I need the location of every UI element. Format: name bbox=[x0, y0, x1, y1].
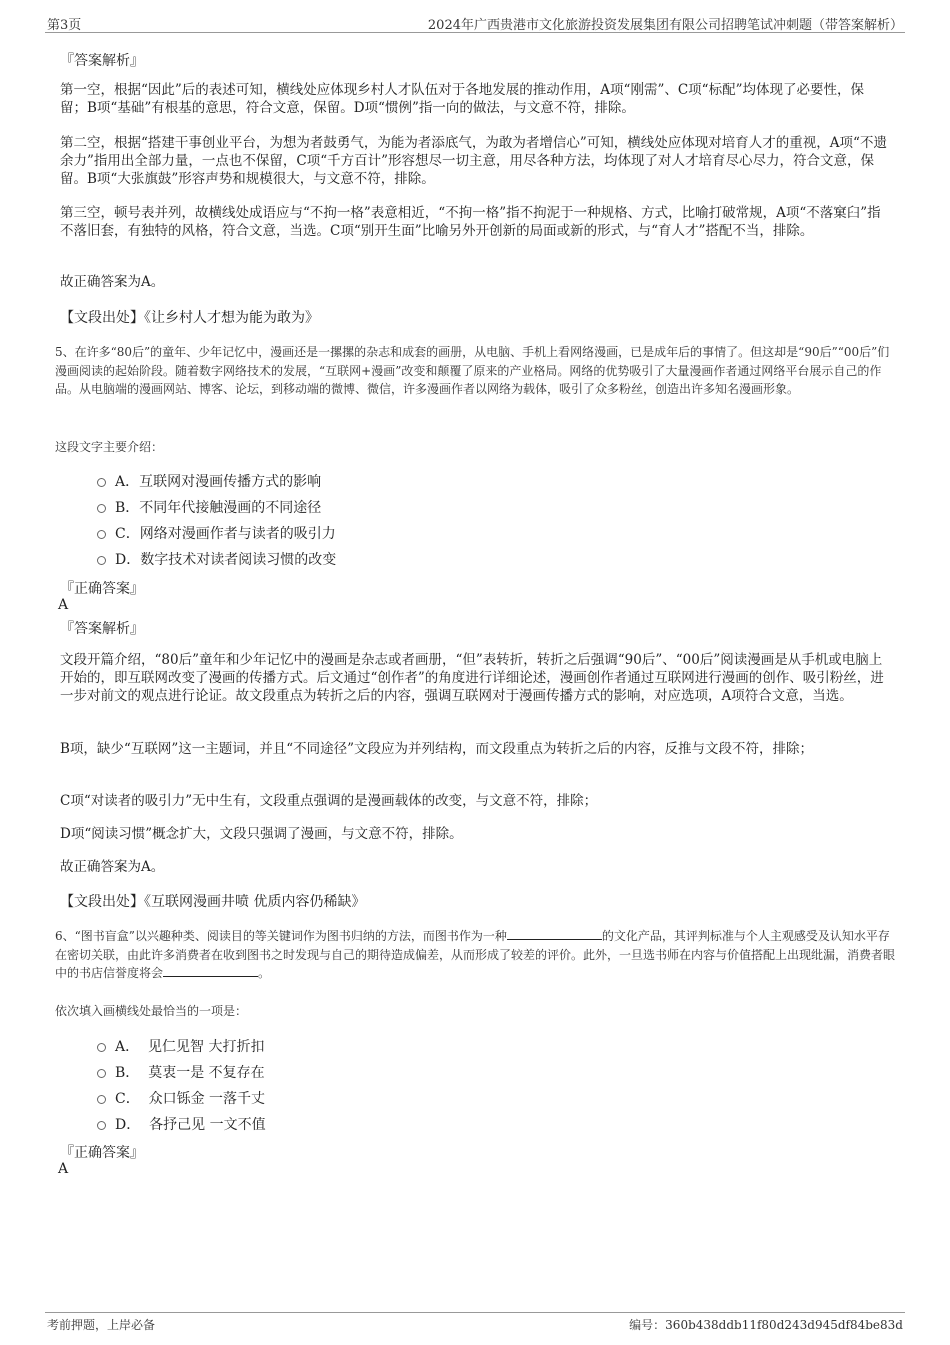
q4-conclusion: 故正确答案为A。 bbox=[60, 274, 165, 290]
q6-option-b[interactable]: B． 莫衷一是 不复存在 bbox=[97, 1062, 265, 1082]
q6-option-c[interactable]: C． 众口铄金 一落千丈 bbox=[97, 1088, 265, 1108]
radio-icon[interactable] bbox=[97, 1043, 106, 1052]
q4-analysis-label: 『答案解析』 bbox=[60, 53, 144, 69]
radio-icon[interactable] bbox=[97, 556, 106, 565]
q4-analysis-paragraph: 第三空，顿号表并列，故横线处成语应与“不拘一格”表意相近，“不拘一格”指不拘泥于一种规格、方式，比喻打破常规，A项“不落窠臼”指不落旧套，有独特的风格，符合文意，当选。C项“别开生面”比喻另外开创新的局面或新的形式，与“育人才”搭配不当，排除。 bbox=[60, 205, 881, 239]
q5-source: 【文段出处】《互联网漫画井喷 优质内容仍稀缺》 bbox=[60, 894, 366, 910]
page-footer bbox=[45, 1312, 905, 1335]
q6-answer-label: 『正确答案』 bbox=[60, 1145, 144, 1161]
page-header bbox=[45, 12, 905, 33]
q6-answer: A bbox=[58, 1161, 69, 1177]
q4-analysis-paragraph: 第一空，根据“因此”后的表述可知，横线处应体现乡村人才队伍对于各地发展的推动作用，A项“刚需”、C项“标配”均体现了必要性，保留；B项“基础”有根基的意思，符合文意，保留。D项“惯例”指一向的做法，与文意不符，排除。 bbox=[60, 82, 864, 116]
q5-analysis-paragraph: D项“阅读习惯”概念扩大，文段只强调了漫画，与文意不符，排除。 bbox=[60, 826, 463, 842]
q5-option-c[interactable]: C．网络对漫画作者与读者的吸引力 bbox=[97, 523, 336, 543]
q5-answer: A bbox=[58, 597, 69, 613]
radio-icon[interactable] bbox=[97, 1095, 106, 1104]
q6-question-text: 6、“图书盲盒”以兴趣种类、阅读目的等关键词作为图书归纳的方法，而图书作为一种 的文化产品，其评判标准与个人主观感受及认知水平存在密切关联，由此许多消费者在收到图书之时发现与自己的期待造成偏差，从而形成了较差的评价。此外，一旦选书师在内容与价值搭配上出现纰漏，消费者眼中的书店信誉度将会 。 bbox=[55, 929, 896, 980]
q6-option-a[interactable]: A． 见仁见智 大打折扣 bbox=[97, 1036, 264, 1056]
q5-conclusion: 故正确答案为A。 bbox=[60, 859, 165, 875]
q5-prompt: 这段文字主要介绍： bbox=[55, 440, 164, 454]
q4-analysis-paragraph: 第二空，根据“搭建干事创业平台，为想为者鼓勇气，为能为者添底气，为敢为者增信心”可知，横线处应体现对培育人才的重视，A项“不遗余力”指用出全部力量，一点也不保留，C项“千方百计”形容想尽一切主意，用尽各种方法，均体现了对人才培育尽心尽力，符合文意，保留。B项“大张旗鼓”形容声势和规模很大，与文意不符，排除。 bbox=[60, 135, 887, 187]
q5-analysis-paragraph: C项“对读者的吸引力”无中生有，文段重点强调的是漫画载体的改变，与文意不符，排除； bbox=[60, 793, 598, 809]
document-title: 2024年广西贵港市文化旅游投资发展集团有限公司招聘笔试冲刺题（带答案解析） bbox=[427, 18, 903, 33]
radio-icon[interactable] bbox=[97, 478, 106, 487]
q5-option-d[interactable]: D．数字技术对读者阅读习惯的改变 bbox=[97, 549, 336, 569]
q5-question-text: 5、在许多“80后”的童年、少年记忆中，漫画还是一摞摞的杂志和成套的画册，从电脑、手机上看网络漫画，已是成年后的事情了。但这却是“90后”“00后”们漫画阅读的起始阶段。随着数字网络技术的发展，“互联网+漫画”改变和颠覆了原来的产业格局。网络的优势吸引了大量漫画作者通过网络平台展示自己的作品。从电脑端的漫画网站、博客、论坛，到移动端的微博、微信，许多漫画作者以网络为载体，吸引了众多粉丝，创造出许多知名漫画形象。 bbox=[55, 345, 890, 396]
q5-option-b[interactable]: B．不同年代接触漫画的不同途径 bbox=[97, 497, 321, 517]
q5-analysis-paragraph: 文段开篇介绍，“80后”童年和少年记忆中的漫画是杂志或者画册，“但”表转折，转折之后强调“90后”、“00后”阅读漫画是从手机或电脑上开始的，即互联网改变了漫画的传播方式。后文通过“创作者”的角度进行详细论述，漫画创作者通过互联网进行漫画的创作、吸引粉丝，进一步对前文的观点进行论证。故文段重点为转折之后的内容，强调互联网对于漫画传播方式的影响，对应选项，A项符合文意，当选。 bbox=[60, 652, 884, 704]
q6-prompt: 依次填入画横线处最恰当的一项是： bbox=[55, 1004, 248, 1018]
radio-icon[interactable] bbox=[97, 1121, 106, 1130]
q5-option-a[interactable]: A．互联网对漫画传播方式的影响 bbox=[97, 471, 321, 491]
radio-icon[interactable] bbox=[97, 504, 106, 513]
fill-blank-1 bbox=[507, 927, 602, 940]
radio-icon[interactable] bbox=[97, 1069, 106, 1078]
q4-source: 【文段出处】《让乡村人才想为能为敢为》 bbox=[60, 310, 319, 326]
q5-analysis-paragraph: B项，缺少“互联网”这一主题词，并且“不同途径”文段应为并列结构，而文段重点为转折之后的内容，反推与文段不符，排除； bbox=[60, 741, 814, 757]
document-id: 编号：360b438ddb11f80d243d945df84be83d bbox=[629, 1318, 903, 1332]
radio-icon[interactable] bbox=[97, 530, 106, 539]
q5-answer-label: 『正确答案』 bbox=[60, 581, 144, 597]
q6-option-d[interactable]: D． 各抒己见 一文不值 bbox=[97, 1114, 266, 1134]
q5-analysis-label: 『答案解析』 bbox=[60, 621, 144, 637]
page-number: 第3页 bbox=[47, 18, 82, 33]
footer-slogan: 考前押题，上岸必备 bbox=[47, 1318, 156, 1332]
fill-blank-2 bbox=[163, 964, 258, 977]
